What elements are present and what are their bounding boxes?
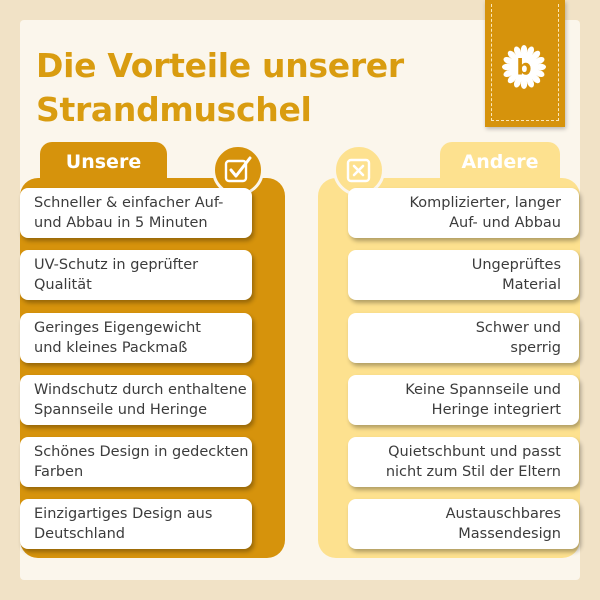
tab-andere: Andere — [440, 142, 560, 182]
right-list-item-text: Komplizierter, langer Auf- und Abbau — [409, 195, 561, 231]
right-list-item-text: Quietschbunt und passt nicht zum Stil der Eltern — [385, 444, 561, 480]
left-list-item-text: UV-Schutz in geprüfter Qualität — [34, 257, 199, 293]
right-list-item-5 — [348, 437, 579, 487]
checkbox-checked-icon — [223, 155, 253, 185]
title-line-2: Strandmuschel — [36, 90, 312, 129]
left-list-item-1 — [20, 188, 252, 238]
checkbox-crossed-icon — [344, 155, 374, 185]
page-title — [36, 44, 404, 132]
right-list-item-text: Keine Spannseile und Heringe integriert — [405, 382, 561, 418]
left-list-item-3 — [20, 313, 252, 363]
right-list-item-3 — [348, 313, 579, 363]
right-list-item-1 — [348, 188, 579, 238]
left-list-item-2 — [20, 250, 252, 300]
left-list-item-text: Geringes Eigengewicht und kleines Packmaß — [34, 320, 201, 356]
left-list-item-5 — [20, 437, 252, 487]
left-list-item-text: Schneller & einfacher Auf- und Abbau in 5 Minuten — [34, 195, 224, 231]
title-line-1: Die Vorteile unserer — [36, 46, 404, 85]
right-list-item-text: Ungeprüftes Material — [471, 257, 561, 293]
left-list-item-6 — [20, 499, 252, 549]
right-list-item-text: Austauschbares Massendesign — [445, 506, 561, 542]
left-list-item-text: Schönes Design in gedeckten Farben — [34, 444, 249, 480]
flower-logo-icon — [496, 39, 552, 95]
logo-letter: b — [516, 55, 532, 80]
right-list-item-4 — [348, 375, 579, 425]
left-list-item-text: Windschutz durch enthaltene Spannseile und Heringe — [34, 382, 247, 418]
tab-unsere: Unsere — [40, 142, 167, 182]
left-list-item-4 — [20, 375, 252, 425]
right-list-item-text: Schwer und sperrig — [475, 320, 561, 356]
right-list-item-2 — [348, 250, 579, 300]
left-list-item-text: Einzigartiges Design aus Deutschland — [34, 506, 213, 542]
right-list-item-6 — [348, 499, 579, 549]
brand-tag — [485, 0, 565, 127]
